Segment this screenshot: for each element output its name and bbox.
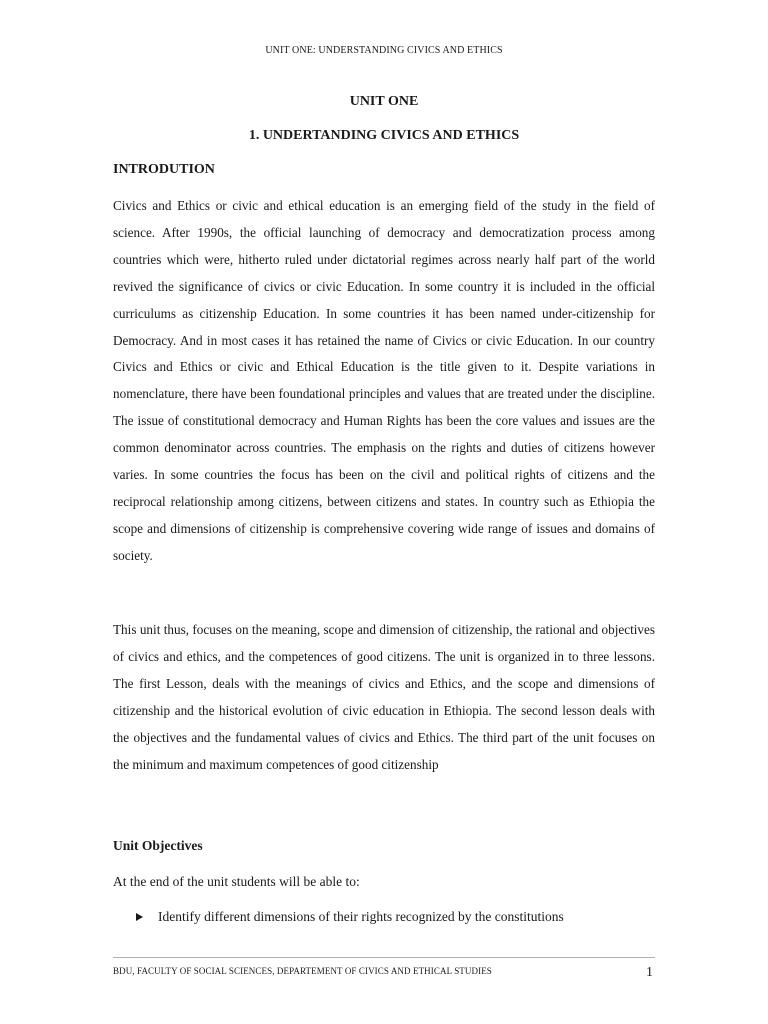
footer-institution: BDU, FACULTY OF SOCIAL SCIENCES, DEPARTEMENT OF CIVICS AND ETHICAL STUDIES <box>113 966 492 976</box>
objectives-heading: Unit Objectives <box>113 838 203 853</box>
chapter-title: 1. UNDERTANDING CIVICS AND ETHICS <box>248 128 520 143</box>
introduction-paragraph-2: This unit thus, focuses on the meaning, scope and dimension of citizenship, the rational and objectives of civics and ethics, and the competences of good citizens. The unit is organized in to three lessons. The first Lesson, deals with the meanings of civics and Ethics, and the scope and dimensions of citizenship and the historical evolution of civic education in Ethiopia. The second lesson deals with the objectives and the fundamental values of civics and Ethics. The third part of the unit focuses on the minimum and maximum competences of good citizenship <box>113 622 655 772</box>
introduction-heading: INTRODUTION <box>113 162 215 177</box>
page-number: 1 <box>646 965 653 980</box>
objective-item-text: Identify different dimensions of their rights recognized by the constitutions <box>158 909 564 924</box>
objective-item <box>136 909 564 925</box>
objectives-lead: At the end of the unit students will be able to: <box>113 874 360 889</box>
arrowhead-bullet-icon <box>136 913 143 921</box>
introduction-paragraph-1: Civics and Ethics or civic and ethical education is an emerging field of the study in the field of science. After 1990s, the official launching of democracy and democratization process among countries which were, hitherto ruled under dictatorial regimes across nearly half part of the world revived the significance of civics or civic Education. In some country it is included in the official curriculums as citizenship Education. In some countries it has been named under-citizenship for Democracy. And in most cases it has retained the name of Civics or civic Education. In our country Civics and Ethics or civic and Ethical Education is the title given to it. Despite variations in nomenclature, there have been foundational principles and values that are treated under the discipline. The issue of constitutional democracy and Human Rights has been the core values and issues are the common denominator across countries. The emphasis on the rights and duties of citizens however varies. In some countries the focus has been on the civil and political rights of citizens and the reciprocal relationship among citizens, between citizens and states. In country such as Ethiopia the scope and dimensions of citizenship is comprehensive covering wide range of issues and domains of society. <box>113 198 655 563</box>
running-header: UNIT ONE: UNDERSTANDING CIVICS AND ETHICS <box>265 45 503 56</box>
footer-divider <box>113 957 655 958</box>
unit-label: UNIT ONE <box>349 94 419 109</box>
